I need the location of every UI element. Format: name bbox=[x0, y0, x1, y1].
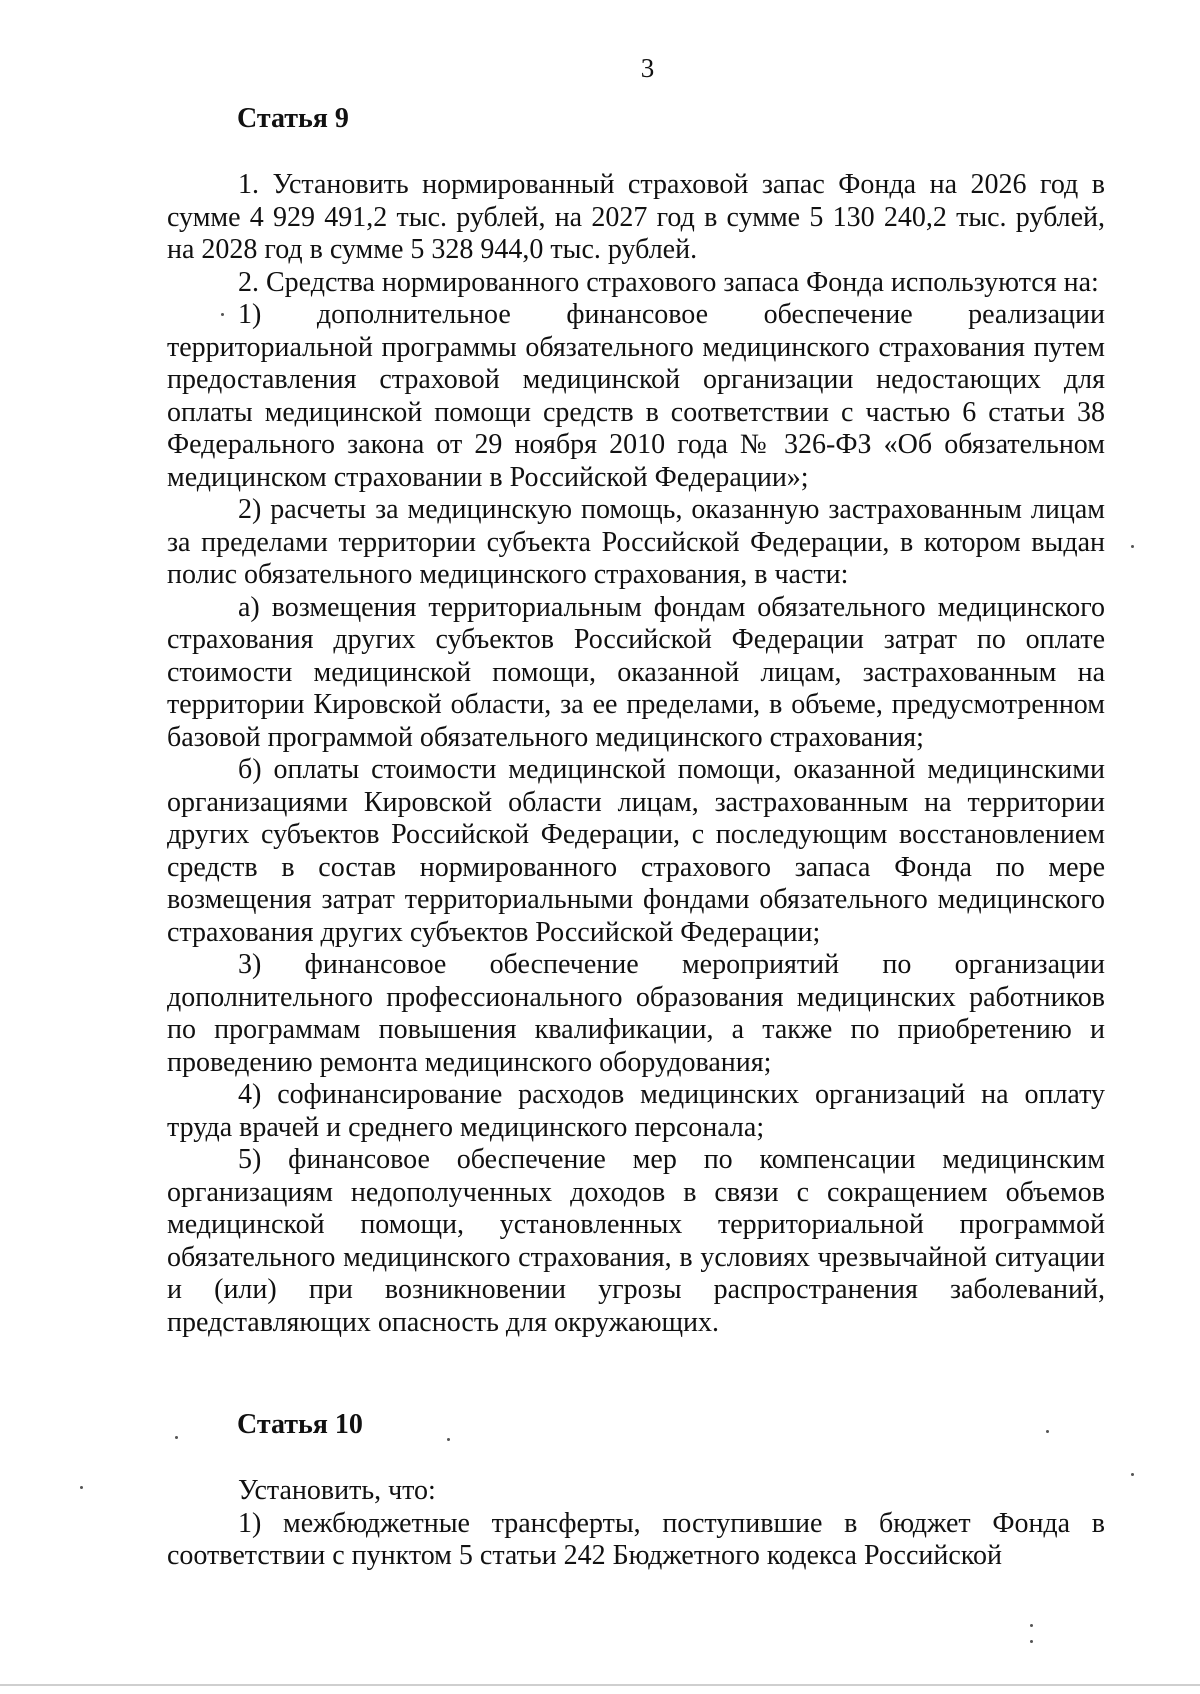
paragraph-9-2: 2. Средства нормированного страхового запаса Фонда используются на: bbox=[238, 266, 1099, 298]
scan-speck bbox=[221, 313, 224, 316]
article-9-heading: Статья 9 bbox=[237, 103, 349, 134]
scan-speck bbox=[447, 1438, 450, 1441]
paragraph-10-intro: Установить, что: bbox=[238, 1475, 436, 1506]
scan-speck bbox=[1046, 1430, 1049, 1433]
scan-speck bbox=[1131, 1473, 1134, 1476]
scan-speck bbox=[1030, 1640, 1033, 1643]
scan-edge-line bbox=[0, 1684, 1200, 1686]
article-10-body bbox=[167, 1475, 1105, 1573]
scan-speck bbox=[1030, 1624, 1033, 1627]
paragraph-9-2-2-a: а) возмещения территориальным фондам обязательного медицинского страхования других субъектов Российской Федерации затрат по оплате стоимости медицинской помощи, оказанной лицам, застрахованным на территории Кировской области, за ее пределами, в объеме, предусмотренном базовой программой обязательного медицинского страхования; bbox=[167, 591, 1105, 753]
scan-speck bbox=[1131, 545, 1134, 548]
scan-speck bbox=[80, 1486, 83, 1489]
article-9-body bbox=[167, 169, 1105, 1339]
paragraph-9-2-1: 1) дополнительное финансовое обеспечение реализации территориальной программы обязательного медицинского страхования путем предоставления страховой медицинской организации недостающих для оплаты медицинской помощи средств в соответствии с частью 6 статьи 38 Федерального закона от 29 ноября 2010 года № 326-ФЗ «Об обязательном медицинском страховании в Российской Федерации»; bbox=[167, 299, 1105, 493]
article-10-heading: Статья 10 bbox=[237, 1409, 363, 1440]
paragraph-9-2-2: 2) расчеты за медицинскую помощь, оказанную застрахованным лицам за пределами территории субъекта Российской Федерации, в котором выдан полис обязательного медицинского страхования, в части: bbox=[167, 494, 1105, 590]
scan-speck bbox=[175, 1436, 178, 1439]
paragraph-9-2-5: 5) финансовое обеспечение мер по компенсации медицинским организациям недополученных доходов в связи с сокращением объемов медицинской помощи, установленных территориальной программой обязательного медицинского страхования, в условиях чрезвычайной ситуации и (или) при возникновении угрозы распространения заболеваний, представляющих опасность для окружающих. bbox=[167, 1144, 1105, 1338]
page-number: 3 bbox=[640, 53, 655, 83]
paragraph-9-2-3: 3) финансовое обеспечение мероприятий по организации дополнительного профессионального образования медицинских работников по программам повышения квалификации, а также по приобретению и проведению ремонта медицинского оборудования; bbox=[167, 949, 1105, 1078]
paragraph-9-1: 1. Установить нормированный страховой запас Фонда на 2026 год в сумме 4 929 491,2 тыс. рублей, на 2027 год в сумме 5 130 240,2 тыс. рублей, на 2028 год в сумме 5 328 944,0 тыс. рублей. bbox=[167, 169, 1105, 265]
paragraph-9-2-4: 4) софинансирование расходов медицинских организаций на оплату труда врачей и среднего медицинского персонала; bbox=[167, 1079, 1105, 1143]
paragraph-9-2-2-b: б) оплаты стоимости медицинской помощи, оказанной медицинскими организациями Кировской области лицам, застрахованным на территории других субъектов Российской Федерации, с последующим восстановлением средств в состав нормированного страхового запаса Фонда по мере возмещения затрат территориальными фондами обязательного медицинского страхования других субъектов Российской Федерации; bbox=[167, 754, 1105, 948]
paragraph-10-1: 1) межбюджетные трансферты, поступившие в бюджет Фонда в соответствии с пунктом 5 статьи 242 Бюджетного кодекса Российской bbox=[167, 1507, 1105, 1571]
